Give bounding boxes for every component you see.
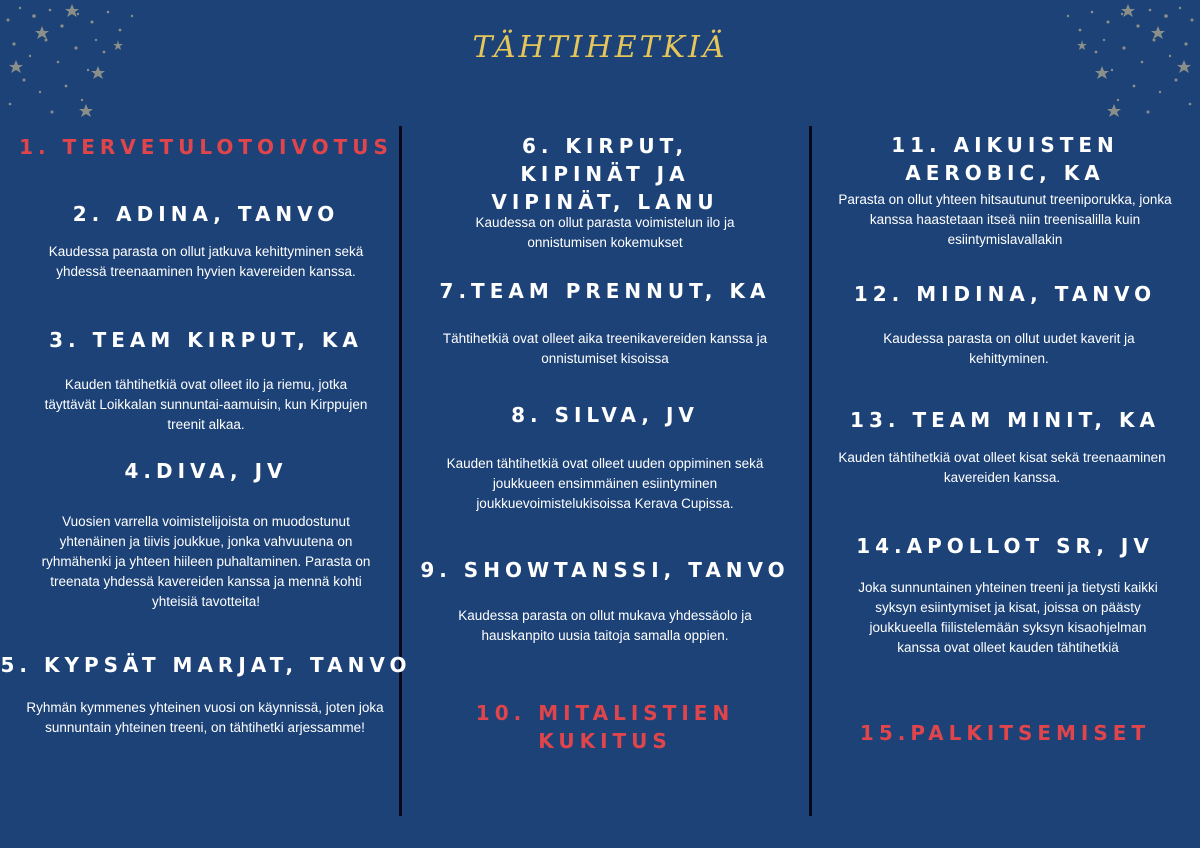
program-item-4-text: Vuosien varrella voimistelijoista on muodostunut yhtenäinen ja tiivis joukkue, jonka vahvuutena on ryhmähenki ja yhteen hiileen puhaltaminen. Parasta on treenata yhdessä kavereiden kanssa ja mennä kohti yhteisiä tavotteita! [41, 514, 371, 609]
program-item-11-text: Parasta on ollut yhteen hitsautunut treeniporukka, jonka kanssa haastetaan itseä niin treenisalilla kuin esiintymislavallakin [838, 192, 1172, 247]
stars-decoration-right [1050, 0, 1200, 135]
program-item-5-heading: 5. KYPSÄT MARJAT, TANVO [0, 653, 412, 677]
program-item-3-heading: 3. TEAM KIRPUT, KA [49, 328, 363, 352]
stars-decoration-left [0, 0, 150, 135]
program-item-4-heading: 4.DIVA, JV [124, 459, 288, 483]
program-item-11-heading [810, 131, 1200, 187]
program-item-12-heading: 12. MIDINA, TANVO [853, 282, 1157, 306]
program-item-9-heading: 9. SHOWTANSSI, TANVO [420, 558, 790, 582]
program-item-1-heading: 1. TERVETULOTOIVOTUS [19, 135, 393, 159]
program-item-15-heading: 15.PALKITSEMISET [859, 721, 1151, 745]
page-title: TÄHTIHETKIÄ [472, 30, 728, 65]
program-item-14-text: Joka sunnuntainen yhteinen treeni ja tietysti kaikki syksyn esiintymiset ja kisat, joissa on päästy joukkueella fiilistelemään syksyn kisaohjelman kanssa ovat olleet kauden tähtihetkiä [858, 580, 1158, 655]
program-item-12-text: Kaudessa parasta on ollut uudet kaverit ja kehittyminen. [883, 331, 1135, 366]
program-item-9-text: Kaudessa parasta on ollut mukava yhdessäolo ja hauskanpito uusia taitoja samalla oppien. [458, 608, 752, 643]
program-item-8-heading: 8. SILVA, JV [511, 403, 699, 427]
program-item-11-heading-text: 11. AIKUISTEN AEROBIC, KA [891, 133, 1119, 185]
program-item-7-heading: 7.TEAM PRENNUT, KA [439, 279, 771, 303]
program-item-13-heading: 13. TEAM MINIT, KA [850, 408, 1160, 432]
program-item-6-text: Kaudessa on ollut parasta voimistelun ilo ja onnistumisen kokemukset [475, 215, 735, 250]
program-item-5-text: Ryhmän kymmenes yhteinen vuosi on käynnissä, joten joka sunnuntain yhteinen treeni, on tähtihetki arjessamme! [26, 700, 384, 735]
program-item-2-heading: 2. ADINA, TANVO [72, 202, 340, 226]
program-item-6-heading-text: 6. KIRPUT, KIPINÄT JA VIPINÄT, LANU [491, 134, 719, 214]
program-item-6-heading [400, 132, 810, 216]
program-item-13-text: Kauden tähtihetkiä ovat olleet kisat sekä treenaaminen kavereiden kanssa. [838, 450, 1166, 485]
program-item-8-text: Kauden tähtihetkiä ovat olleet uuden oppiminen sekä joukkueen ensimmäinen esiintyminen joukkuevoimistelukisoissa Kerava Cupissa. [446, 456, 764, 511]
program-item-10-heading-text: 10. MITALISTIEN KUKITUS [475, 701, 735, 753]
program-item-2-text: Kaudessa parasta on ollut jatkuva kehittyminen sekä yhdessä treenaaminen hyvien kavereiden kanssa. [48, 244, 364, 279]
program-item-10-heading [400, 699, 810, 755]
program-item-7-text: Tähtihetkiä ovat olleet aika treenikavereiden kanssa ja onnistumiset kisoissa [442, 331, 768, 366]
program-item-14-heading: 14.APOLLOT SR, JV [856, 534, 1154, 558]
program-item-3-text: Kauden tähtihetkiä ovat olleet ilo ja riemu, jotka täyttävät Loikkalan sunnuntai-aamuisin, kun Kirppujen treenit alkaa. [44, 377, 368, 432]
